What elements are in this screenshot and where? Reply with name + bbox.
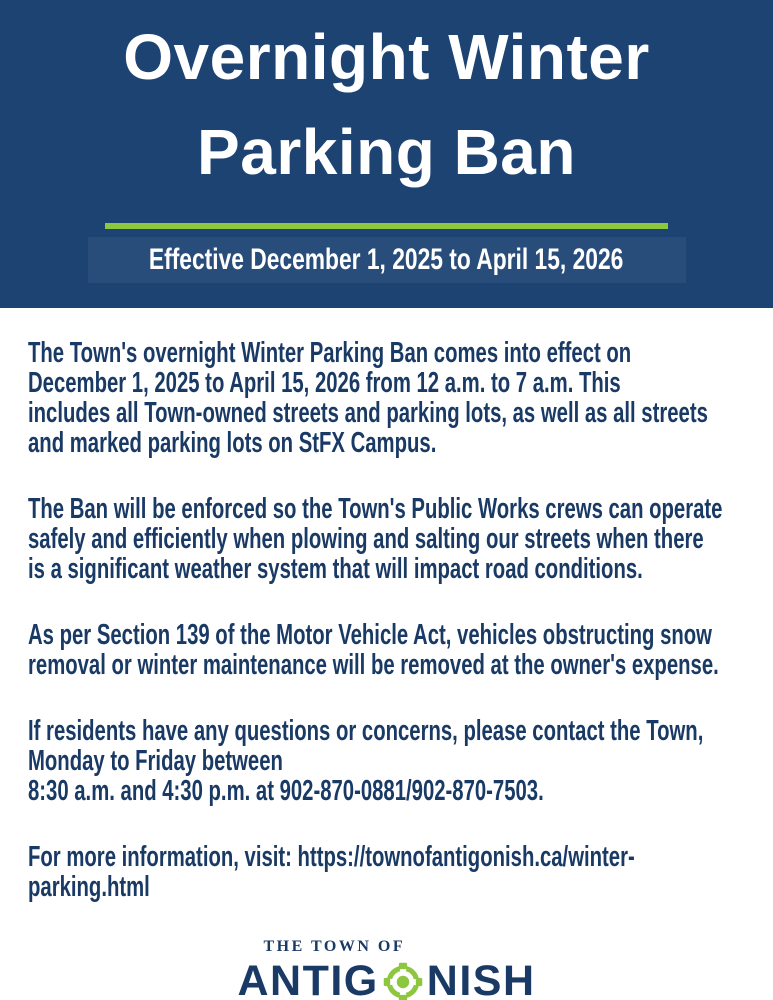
page-title: Overnight Winter Parking Ban [123,21,650,188]
text-line: The Town's overnight Winter Parking Ban comes into effect on [28,337,632,369]
text-line: parking.html [28,871,150,903]
compass-o-icon [381,960,425,1000]
text-line: If residents have any questions or concerns, please contact the Town, [28,715,704,747]
text-line: and marked parking lots on StFX Campus. [28,427,437,459]
paragraph-enforcement-reason [28,494,773,584]
text-line: 8:30 a.m. and 4:30 p.m. at 902-870-0881/902-870-7503. [28,775,544,807]
logo-wordmark-left: ANTIG [237,957,379,1000]
text-line: December 1, 2025 to April 15, 2026 from 12 a.m. to 7 a.m. This [28,367,621,399]
logo-wordmark-right: NISH [426,957,536,1000]
text-line: The Ban will be enforced so the Town's Public Works crews can operate [28,493,723,525]
green-divider [105,223,668,229]
text-line: safely and efficiently when plowing and salting our streets when there [28,523,704,555]
text-line: Monday to Friday between [28,745,283,777]
paragraph-ban-overview [28,338,773,458]
town-of-antigonish-logo [237,938,535,1000]
effective-dates-text: Effective December 1, 2025 to April 15, 2026 [149,243,624,276]
text-line: For more information, visit: https://townofantigonish.ca/winter- [28,841,635,873]
text-line: includes all Town-owned streets and parking lots, as well as all streets [28,397,708,429]
text-line: As per Section 139 of the Motor Vehicle Act, vehicles obstructing snow [28,619,712,651]
text-line: removal or winter maintenance will be removed at the owner's expense. [28,649,719,681]
logo-tagline: THE TOWN OF [263,938,406,955]
notice-body [0,308,773,902]
header-banner [0,0,773,308]
logo-wordmark [237,957,535,1000]
paragraph-contact-info [28,716,773,806]
effective-dates-banner [88,237,686,283]
paragraph-motor-vehicle-act [28,620,773,680]
paragraph-more-info-url [28,842,773,902]
text-line: is a significant weather system that will impact road conditions. [28,553,643,585]
